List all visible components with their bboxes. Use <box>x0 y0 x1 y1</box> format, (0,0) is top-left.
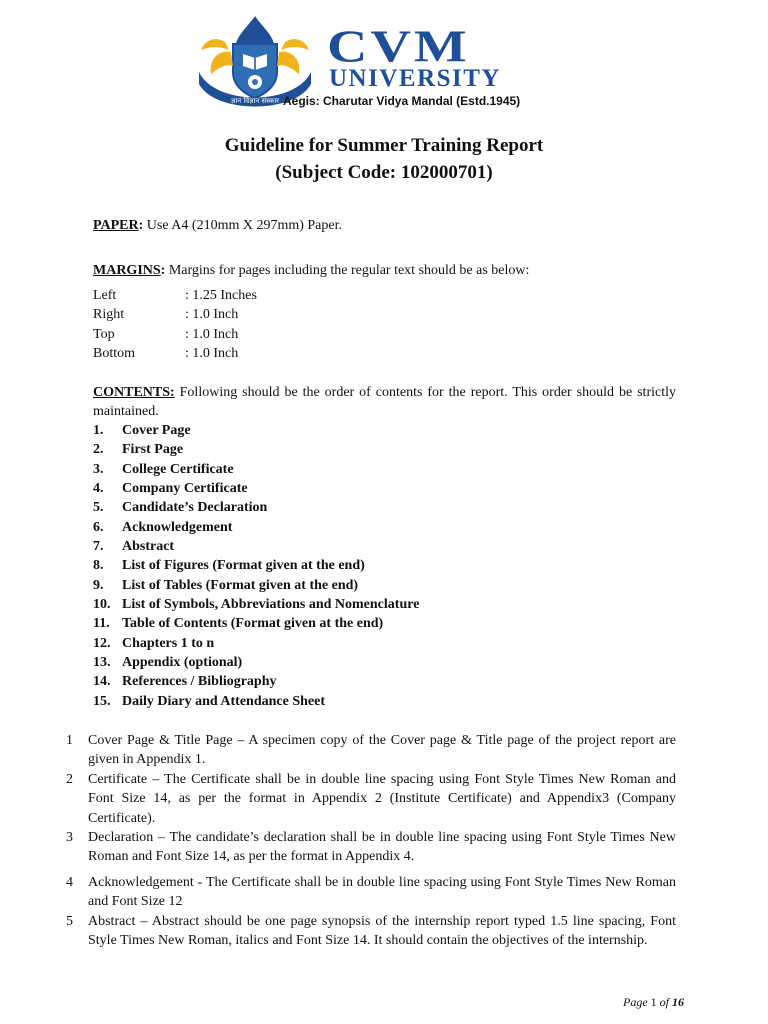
list-item-text: List of Figures (Format given at the end) <box>122 558 365 574</box>
list-item-number: 9. <box>93 577 104 593</box>
list-item <box>93 421 573 440</box>
note-number: 1 <box>66 733 73 748</box>
list-item <box>93 692 573 711</box>
list-item-text: Daily Diary and Attendance Sheet <box>122 693 325 709</box>
margins-section: MARGINS: Margins for pages including the regular text should be as below: <box>93 263 530 278</box>
list-item-text: Candidate’s Declaration <box>122 500 268 516</box>
note-item <box>66 912 676 951</box>
list-item <box>93 518 573 537</box>
contents-label: CONTENTS: <box>93 385 175 400</box>
list-item-number: 14. <box>93 674 111 690</box>
list-item-text: Cover Page <box>122 423 191 438</box>
list-item-text: References / Bibliography <box>122 674 277 690</box>
list-item-text: College Certificate <box>122 461 234 477</box>
list-item-text: Abstract <box>122 539 175 555</box>
list-item-number: 15. <box>93 693 111 709</box>
note-item <box>66 828 676 867</box>
margin-value: : 1.0 Inch <box>185 307 239 323</box>
list-item-number: 12. <box>93 635 111 651</box>
note-item <box>66 770 676 828</box>
list-item <box>93 440 573 459</box>
margin-side: Top <box>93 326 115 342</box>
brand-name: CVM <box>327 21 470 73</box>
document-title: Guideline for Summer Training Report <box>224 135 544 156</box>
page-word: Page <box>623 995 648 1009</box>
margin-row <box>93 305 393 324</box>
note-number: 5 <box>66 913 73 929</box>
list-item-number: 3. <box>93 461 104 477</box>
margins-text: Margins for pages including the regular text should be as below: <box>165 263 530 278</box>
margin-side: Bottom <box>93 346 136 362</box>
margin-row <box>93 325 393 344</box>
list-item-number: 2. <box>93 442 104 458</box>
list-item <box>93 537 573 556</box>
margins-label: MARGINS <box>93 263 161 278</box>
margin-value: : 1.0 Inch <box>185 346 239 362</box>
paper-text: Use A4 (210mm X 297mm) Paper. <box>143 218 343 233</box>
list-item-number: 6. <box>93 519 104 535</box>
list-item-text: List of Tables (Format given at the end) <box>122 577 359 593</box>
list-item-number: 1. <box>93 423 104 438</box>
margin-side: Left <box>93 288 117 303</box>
list-item-number: 11. <box>93 616 110 632</box>
margin-value: : 1.0 Inch <box>185 326 239 342</box>
list-item <box>93 556 573 575</box>
note-text: Abstract – Abstract should be one page synopsis of the internship report typed 1.5 line spacing, Font Style Times New Roman, italics and Font Size 14. It should contain the objectives of the internship. <box>88 913 676 949</box>
subject-code: (Subject Code: 102000701) <box>275 162 493 183</box>
list-item-number: 10. <box>93 597 111 613</box>
list-item-text: Appendix (optional) <box>122 655 243 671</box>
list-item-text: List of Symbols, Abbreviations and Nomenclature <box>122 597 420 613</box>
list-item-number: 5. <box>93 500 104 516</box>
note-number: 2 <box>66 771 73 787</box>
guideline-notes <box>66 731 676 950</box>
list-item-text: First Page <box>122 442 184 458</box>
margin-value: : 1.25 Inches <box>185 288 257 303</box>
list-item <box>93 614 573 633</box>
margin-row <box>93 344 393 363</box>
list-item-number: 8. <box>93 558 104 574</box>
margin-row <box>93 286 393 305</box>
page-total: 16 <box>672 995 684 1009</box>
note-item <box>66 731 676 770</box>
list-item-text: Acknowledgement <box>122 519 233 535</box>
margin-side: Right <box>93 307 125 323</box>
note-text: Acknowledgement - The Certificate shall be in double line spacing using Font Style Times New Roman and Font Size 12 <box>88 874 676 910</box>
list-item <box>93 595 573 614</box>
list-item-number: 13. <box>93 655 111 671</box>
list-item <box>93 672 573 691</box>
list-item <box>93 498 573 517</box>
note-text: Cover Page & Title Page – A specimen copy of the Cover page & Title page of the project report are given in Appendix 1. <box>88 733 676 768</box>
note-text: Declaration – The candidate’s declaration shall be in double line spacing using Font Style Times New Roman and Font Size 14, as per the format in Appendix 4. <box>88 830 676 865</box>
list-item <box>93 576 573 595</box>
contents-section <box>93 383 676 422</box>
list-item <box>93 634 573 653</box>
aegis-line: Aegis: Charutar Vidya Mandal (Estd.1945) <box>283 94 521 108</box>
brand-subtitle: UNIVERSITY <box>329 65 501 92</box>
contents-list <box>93 421 573 711</box>
note-number: 4 <box>66 874 73 890</box>
note-item <box>66 873 676 912</box>
contents-text: Following should be the order of contents for the report. This order should be strictly maintained. <box>93 385 676 420</box>
list-item-number: 7. <box>93 539 104 555</box>
list-item-text: Table of Contents (Format given at the end) <box>122 616 384 632</box>
university-logo <box>195 10 565 116</box>
list-item-text: Company Certificate <box>122 481 248 497</box>
list-item <box>93 460 573 479</box>
list-item <box>93 479 573 498</box>
margins-table <box>93 286 393 364</box>
of-word: of <box>659 995 669 1009</box>
note-text: Certificate – The Certificate shall be in double line spacing using Font Style Times New Roman and Font Size 14, as per the format in Appendix 2 (Institute Certificate) and Appendix3 (Company Certificate). <box>88 771 676 826</box>
list-item-number: 4. <box>93 481 104 497</box>
paper-section: PAPER: Use A4 (210mm X 297mm) Paper. <box>93 218 343 233</box>
page-footer <box>623 995 684 1010</box>
paper-label: PAPER <box>93 218 139 233</box>
page-number: 1 <box>650 995 657 1009</box>
list-item-text: Chapters 1 to n <box>122 635 215 651</box>
note-number: 3 <box>66 830 73 846</box>
list-item <box>93 653 573 672</box>
emblem-ribbon-text: ज्ञान विज्ञान संस्कार <box>230 97 280 105</box>
